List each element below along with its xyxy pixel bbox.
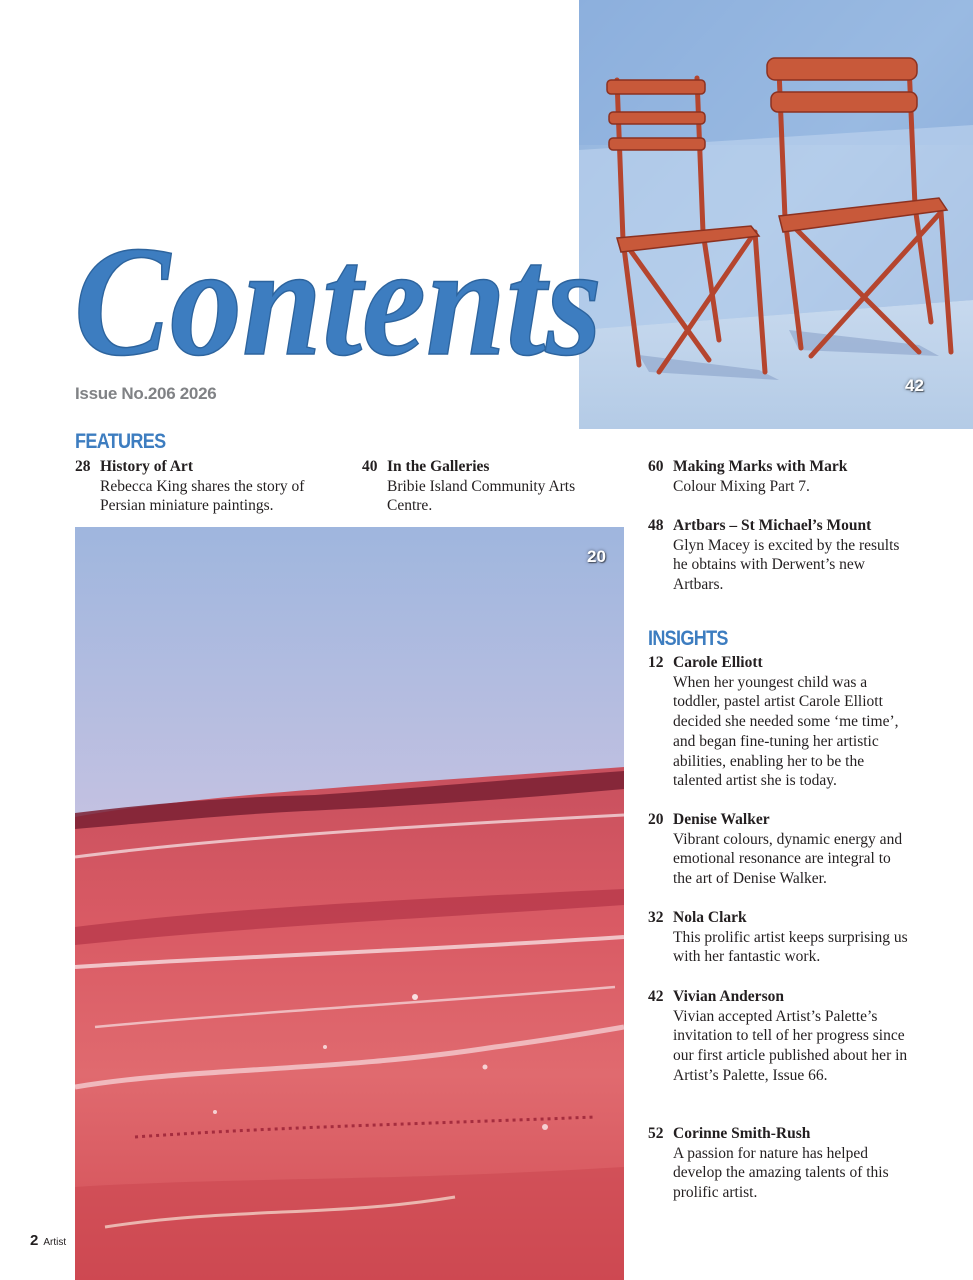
entry-description: When her youngest child was a toddler, pastel artist Carole Elliott decided she needed some ‘me time’, and began fine-tuning her artistic abilities, enabling her to be the talented artist she is today. (673, 673, 899, 790)
entry-title: Vivian Anderson (673, 988, 784, 1005)
entry-page-number: 40 (362, 458, 378, 475)
toc-entry[interactable] (648, 1124, 908, 1203)
landscape-painting-image (75, 527, 624, 1280)
entry-page-number: 52 (648, 1125, 664, 1142)
entry-description: Vibrant colours, dynamic energy and emotional resonance are integral to the art of Denise Walker. (673, 830, 903, 888)
section-heading-insights: INSIGHTS (648, 627, 728, 650)
entry-description: Colour Mixing Part 7. (673, 477, 810, 495)
entry-title: Artbars – St Michael’s Mount (673, 517, 872, 534)
toc-entry[interactable] (648, 987, 908, 1086)
toc-entry[interactable] (648, 516, 908, 595)
red-landscape-painting-icon (75, 527, 624, 1280)
entry-title: Corinne Smith-Rush (673, 1125, 811, 1142)
entry-description: Glyn Macey is excited by the results he obtains with Derwent’s new Artbars. (673, 536, 900, 594)
entry-page-number: 28 (75, 458, 91, 475)
toc-entry[interactable] (648, 457, 908, 496)
entry-title: Making Marks with Mark (673, 458, 848, 475)
entry-description: Bribie Island Community Arts Centre. (387, 477, 576, 515)
entry-page-number: 12 (648, 654, 664, 671)
entry-title: History of Art (100, 458, 193, 475)
toc-entry[interactable] (648, 810, 908, 889)
entry-title: Carole Elliott (673, 654, 763, 671)
title-script-icon (72, 214, 632, 389)
issue-number: Issue No.206 2026 (75, 384, 217, 403)
page-ref-badge: 42 (905, 376, 924, 395)
page-folio (30, 1232, 66, 1250)
page-number: 2 (30, 1232, 39, 1249)
entry-title: Denise Walker (673, 811, 770, 828)
entry-description: Vivian accepted Artist’s Palette’s invitation to tell of her progress since our first article published about her in Artist’s Palette, Issue 66. (673, 1007, 908, 1084)
section-heading-features: FEATURES (75, 430, 166, 453)
entry-title: Nola Clark (673, 909, 747, 926)
entry-page-number: 20 (648, 811, 664, 828)
entry-description: This prolific artist keeps surprising us with her fantastic work. (673, 928, 908, 966)
toc-entry[interactable] (75, 457, 335, 516)
entry-description: A passion for nature has helped develop the amazing talents of this prolific artist. (673, 1144, 889, 1202)
toc-entry[interactable] (362, 457, 622, 516)
entry-page-number: 32 (648, 909, 664, 926)
toc-entry[interactable] (648, 653, 908, 791)
magazine-name: Artist (43, 1237, 67, 1248)
page-title (72, 214, 632, 389)
entry-page-number: 42 (648, 988, 664, 1005)
chairs-painting-icon (579, 0, 973, 429)
chairs-painting-image (579, 0, 973, 429)
entry-title: In the Galleries (387, 458, 490, 475)
entry-page-number: 60 (648, 458, 664, 475)
title-text: Contents (74, 214, 602, 389)
entry-page-number: 48 (648, 517, 664, 534)
page-ref-badge: 20 (587, 547, 606, 566)
entry-description: Rebecca King shares the story of Persian miniature paintings. (100, 477, 305, 515)
toc-entry[interactable] (648, 908, 908, 967)
